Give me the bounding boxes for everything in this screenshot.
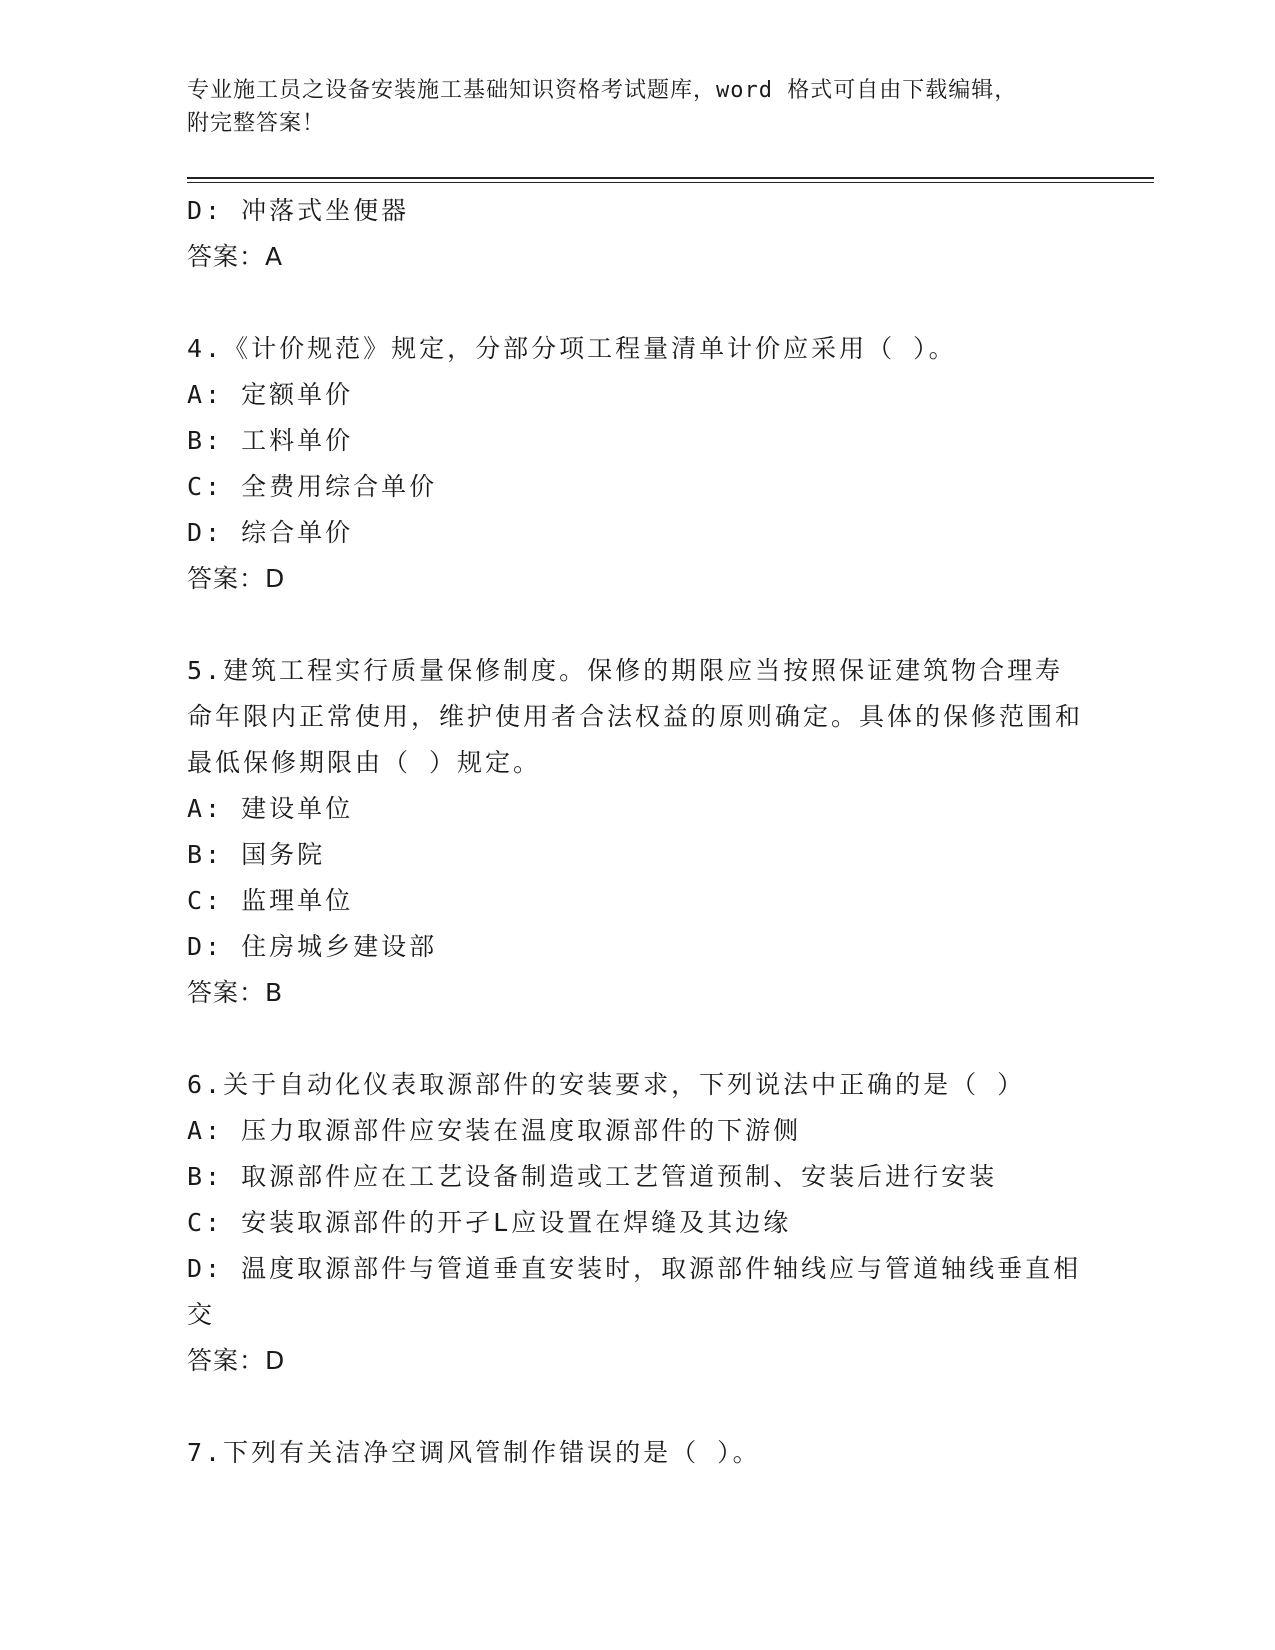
prev-answer: 答案：A: [187, 242, 284, 271]
question-stem: 7.下列有关洁净空调风管制作错误的是（ ）。: [187, 1438, 761, 1467]
question-list: [187, 188, 1087, 1476]
option-b: B: 工料单价: [187, 426, 354, 455]
header-line-1: 专业施工员之设备安装施工基础知识资格考试题库，word 格式可自由下载编辑，: [187, 78, 1018, 103]
question-stem: 6.关于自动化仪表取源部件的安装要求，下列说法中正确的是（ ）: [187, 1070, 1026, 1099]
option-b: B: 国务院: [187, 840, 326, 869]
answer: 答案：D: [187, 1346, 286, 1375]
question-stem: 5.建筑工程实行质量保修制度。保修的期限应当按照保证建筑物合理寿命年限内正常使用，维护使用者合法权益的原则确定。具体的保修范围和最低保修期限由（ ）规定。: [187, 656, 1084, 777]
prev-option-d: D: 冲落式坐便器: [187, 196, 410, 225]
header-divider-thin: [187, 182, 1154, 183]
option-a: A: 建设单位: [187, 794, 354, 823]
answer: 答案：B: [187, 978, 284, 1007]
question-5: [187, 648, 1087, 1016]
question-6: [187, 1062, 1087, 1384]
option-c: C: 全费用综合单价: [187, 472, 438, 501]
answer: 答案：D: [187, 564, 286, 593]
option-c: C: 安装取源部件的开孑L应设置在焊缝及其边缘: [187, 1208, 792, 1237]
option-d: D: 综合单价: [187, 518, 354, 547]
question-4: [187, 326, 1087, 602]
option-d: D: 住房城乡建设部: [187, 932, 438, 961]
header-line-2: 附完整答案！: [187, 111, 326, 136]
option-a: A: 压力取源部件应安装在温度取源部件的下游侧: [187, 1116, 802, 1145]
option-d: D: 温度取源部件与管道垂直安装时，取源部件轴线应与管道轴线垂直相交: [187, 1254, 1082, 1329]
header-divider-thick: [187, 177, 1154, 179]
question-7: [187, 1430, 1087, 1476]
question-stem: 4.《计价规范》规定，分部分项工程量清单计价应采用（ ）。: [187, 334, 957, 363]
option-c: C: 监理单位: [187, 886, 354, 915]
option-a: A: 定额单价: [187, 380, 354, 409]
option-b: B: 取源部件应在工艺设备制造或工艺管道预制、安装后进行安装: [187, 1162, 998, 1191]
document-header: [187, 74, 1157, 140]
